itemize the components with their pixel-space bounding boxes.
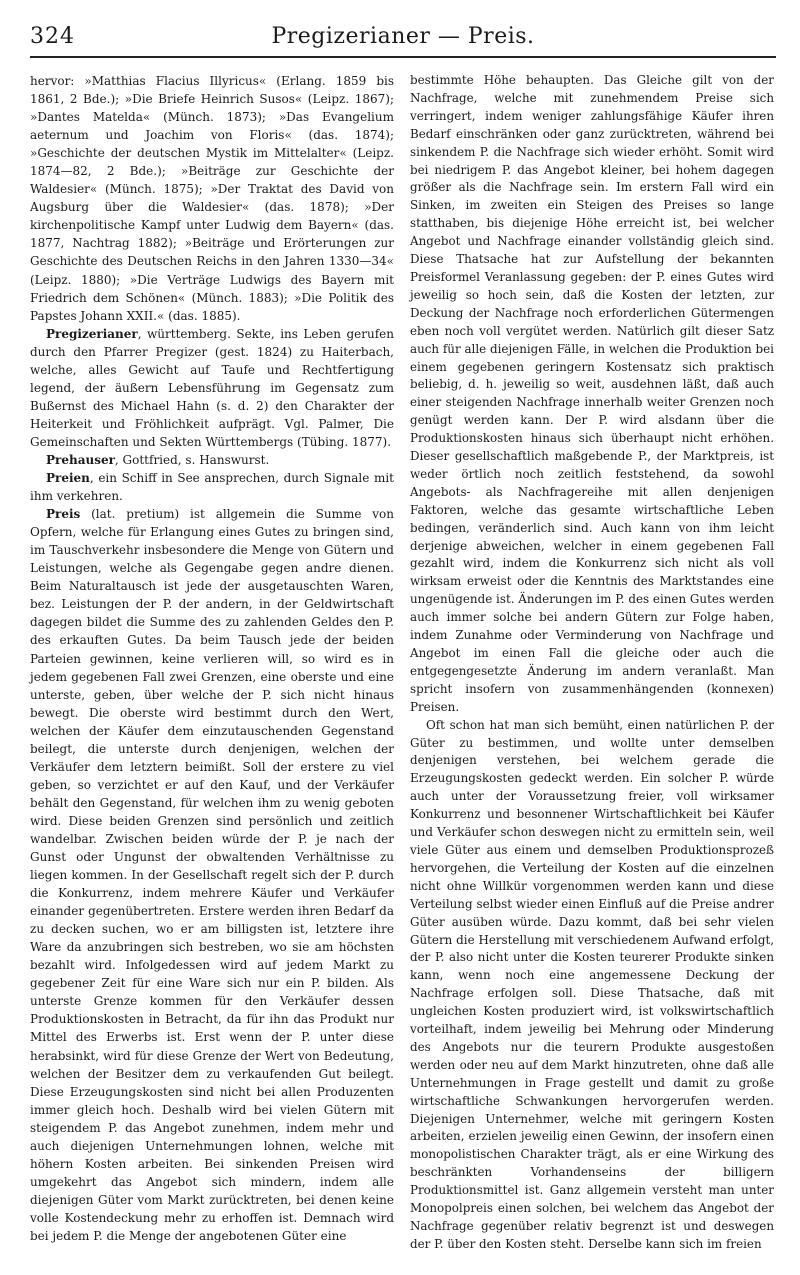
entry-headword: Preien xyxy=(46,471,90,486)
page-number: 324 xyxy=(30,24,75,49)
page-header xyxy=(30,22,776,58)
entry-text: hervor: »Matthias Flacius Illyricus« (Erlang. 1859 bis 1861, 2 Bde.); »Die Briefe Heinrich Susos« (Leipz. 1867); »Dantes Matelda« (Münch. 1873); »Das Evangelium aeternum und Joachim von Floris« (das. 1874); »Geschichte der deutschen Mystik im Mittelalter« (Leipz. 1874—82, 2 Bde.); »Beiträge zur Geschichte der Waldesier« (Münch. 1875); »Der Traktat des David von Augsburg über die Waldesier« (das. 1878); »Der kirchenpolitische Kampf unter Ludwig dem Bayern« (das. 1877, Nachtrag 1882); »Beiträge und Erörterungen zur Geschichte des Deutschen Reichs in den Jahren 1330—34« (Leipz. 1880); »Die Verträge Ludwigs des Bayern mit Friedrich dem Schönen« (Münch. 1883); »Die Politik des Papstes Johann XXII.« (das. 1885). xyxy=(30,74,394,323)
entry-text: bestimmte Höhe behaupten. Das Gleiche gilt von der Nachfrage, welche mit zunehmendem Preise sich verringert, indem weniger zahlungsfähige Käufer ihren Bedarf einschränken oder ganz zurücktreten, während bei sinkendem P. die Nachfrage sich wieder erhöht. Somit wird bei niedrigem P. das Angebot kleiner, bei hohem dagegen größer als die Nachfrage sein. Im erstern Fall wird ein Sinken, im zweiten ein Steigen des Preises so lange statthaben, bis diejenige Höhe erreicht ist, bei welcher Angebot und Nachfrage einander vollständig gleich sind. Diese Thatsache hat zur Aufstellung der bekannten Preisformel Veranlassung gegeben: der P. eines Gutes wird jeweilig so hoch sein, daß die Kosten der letzten, zur Deckung der Nachfrage noch erforderlichen Gütermengen eben noch voll vergütet werden. Natürlich gilt dieser Satz auch für alle diejenigen Fälle, in welchen die Produktion bei einem gegebenen geringern Kostensatz sich praktisch beliebig, d. h. jeweilig so weit, ausdehnen läßt, daß auch einer steigenden Nachfrage innerhalb weiter Grenzen noch genügt werden kann. Der P. wird alsdann über die Produktionskosten hinaus sich überhaupt nicht erhöhen. Dieser gesellschaftlich maßgebende P., der Marktpreis, ist weder örtlich noch zeitlich feststehend, da sowohl Angebots- als Nachfragereihe mit allen denjenigen Faktoren, welche das gesamte wirtschaftliche Leben bedingen, veränderlich sind. Auch kann von ihm leicht derjenige abweichen, welcher in einem gegebenen Fall gezahlt wird, indem die Konkurrenz sich nicht als voll wirksam erweist oder die Kenntnis des Marktstandes eine ungenügende ist. Änderungen im P. des einen Gutes werden auch immer solche bei andern Gütern zur Folge haben, indem Zunahme oder Verminderung von Nachfrage und Angebot im einen Fall die gleiche oder auch die entgegengesetzte Änderung im andern veranlaßt. Man spricht insofern von zusammenhängenden (konnexen) Preisen. xyxy=(410,73,774,714)
entry-preis xyxy=(30,505,394,1245)
right-column xyxy=(410,72,774,1254)
entry-text: , württemberg. Sekte, ins Leben gerufen durch den Pfarrer Pregizer (gest. 1824) zu Haiterbach, welche, alles Gewicht auf Taufe und Rechtfertigung legend, der äußern Lebensführung im Gegensatz zum Bußernst des Michael Hahn (s. d. 2) den Charakter der Heiterkeit und Fröhlichkeit aufprägt. Vgl. Palmer, Die Gemeinschaften und Sekten Württembergs (Tübing. 1877). xyxy=(30,326,394,449)
entry-text: , Gottfried, s. Hanswurst. xyxy=(114,452,270,467)
entry-headword: Prehauser xyxy=(46,452,115,467)
entry-preis-paragraph xyxy=(410,717,774,1254)
entry-prehauser xyxy=(30,451,394,469)
entry-text: Oft schon hat man sich bemüht, einen natürlichen P. der Güter zu bestimmen, und wollte unter demselben denjenigen verstehen, bei welchem gerade die Erzeugungskosten gedeckt werden. Ein solcher P. würde auch unter der Voraussetzung freier, voll wirksamer Konkurrenz und besonnener Wirtschaftlichkeit bei Käufer und Verkäufer schon deswegen nicht zu ermitteln sein, weil viele Güter aus einem und demselben Produktionsprozeß hervorgehen, die Verteilung der Kosten auf die einzelnen nicht ohne Willkür vorgenommen werden kann und diese Verteilung selbst wieder einen Einfluß auf die Preise andrer Güter ausüben würde. Dazu kommt, daß bei sehr vielen Gütern die Herstellung mit verschiedenem Aufwand erfolgt, der P. also nicht unter die Kosten teurerer Produkte sinken kann, wenn noch eine angemessene Deckung der Nachfrage erfolgen soll. Diese Thatsache, daß mit ungleichen Kosten produziert wird, ist volkswirtschaftlich vorteilhaft, indem jeweilig bei Mehrung oder Minderung des Angebots nur die teurern Produkte ausgestoßen werden oder neu auf dem Markt hinzutreten, ohne daß alle Unternehmungen in Frage gestellt und damit zu große wirtschaftliche Schwankungen hervorgerufen werden. Diejenigen Unternehmer, welche mit geringern Kosten arbeiten, erzielen jeweilig einen Gewinn, der insofern einen monopolistischen Charakter trägt, als er eine Wirkung des beschränkten Vorhandenseins der billigern Produktionsmittel ist. Ganz allgemein versteht man unter Monopolpreis einen solchen, bei welchem das Angebot der Nachfrage gegenüber relativ begrenzt ist und deswegen der P. über den Kosten steht. Derselbe kann sich im freien xyxy=(410,717,774,1251)
entry-headword: Preis xyxy=(46,507,81,522)
entry-preien xyxy=(30,469,394,505)
entry-text: (lat. pretium) ist allgemein die Summe von Opfern, welche für Erlangung eines Gutes zu bringen sind, im Tauschverkehr insbesondere die Menge von Gütern und Leistungen, welche als Gegengabe gegen andre dienen. Beim Naturaltausch ist jede der ausgetauschten Waren, bez. Leistungen der P. der andern, in der Geldwirtschaft dagegen bildet die Summe des zu zahlenden Geldes den P. des erkauften Gutes. Da beim Tausch jede der beiden Parteien gewinnen, keine verlieren will, so wird es in jedem gegebenen Fall zwei Grenzen, eine oberste und eine unterste, geben, über welche der P. sich nicht hinaus bewegt. Die oberste wird bestimmt durch den Wert, welchen der Käufer dem einzutauschenden Gegenstand beilegt, die unterste durch denjenigen, welchen der Verkäufer dem letztern beimißt. Soll der erstere zu viel geben, so verzichtet er auf den Kauf, und der Verkäufer behält den Gegenstand, für welchen ihm zu wenig geboten wird. Diese beiden Grenzen sind persönlich und zeitlich wandelbar. Zwischen beiden würde der P. je nach der Gunst oder Ungunst der obwaltenden Verhältnisse zu liegen kommen. In der Gesellschaft regelt sich der P. durch die Konkurrenz, indem mehrere Käufer und Verkäufer einander gegenübertreten. Erstere werden ihren Bedarf da zu decken suchen, wo er am billigsten ist, letztere ihre Ware da anzubringen sich bestreben, wo sie am höchsten bezahlt wird. Infolgedessen wird auf jedem Markt zu gegebener Zeit für eine Ware sich nur ein P. bilden. Als unterste Grenze kommen für den Verkäufer dessen Produktionskosten in Betracht, da für ihn das Produkt nur Mittel des Erwerbs ist. Erst wenn der P. unter diese herabsinkt, wird für diese Grenze der Wert von Bedeutung, welchen der Besitzer dem zu verkaufenden Gut beilegt. Diese Erzeugungskosten sind nicht bei allen Produzenten immer gleich hoch. Deshalb wird bei vielen Gütern mit steigendem P. das Angebot zunehmen, indem mehr und auch diejenigen Unternehmungen lohnen, welche mit höhern Kosten arbeiten. Bei sinkenden Preisen wird umgekehrt das Angebot sich mindern, indem alle diejenigen Güter vom Markt zurücktreten, bei denen keine volle Kostendeckung mehr zu erhoffen ist. Demnach wird bei jedem P. die Menge der angebotenen Güter eine xyxy=(30,507,394,1243)
entry-text: , ein Schiff in See ansprechen, durch Signale mit ihm verkehren. xyxy=(30,471,394,504)
entry-continuation xyxy=(30,72,394,325)
running-title: Pregizerianer — Preis. xyxy=(271,24,535,49)
entry-headword: Pregizerianer xyxy=(46,326,138,341)
entry-preis-continued xyxy=(410,72,774,717)
entry-pregizerianer xyxy=(30,325,394,451)
left-column xyxy=(30,72,394,1245)
